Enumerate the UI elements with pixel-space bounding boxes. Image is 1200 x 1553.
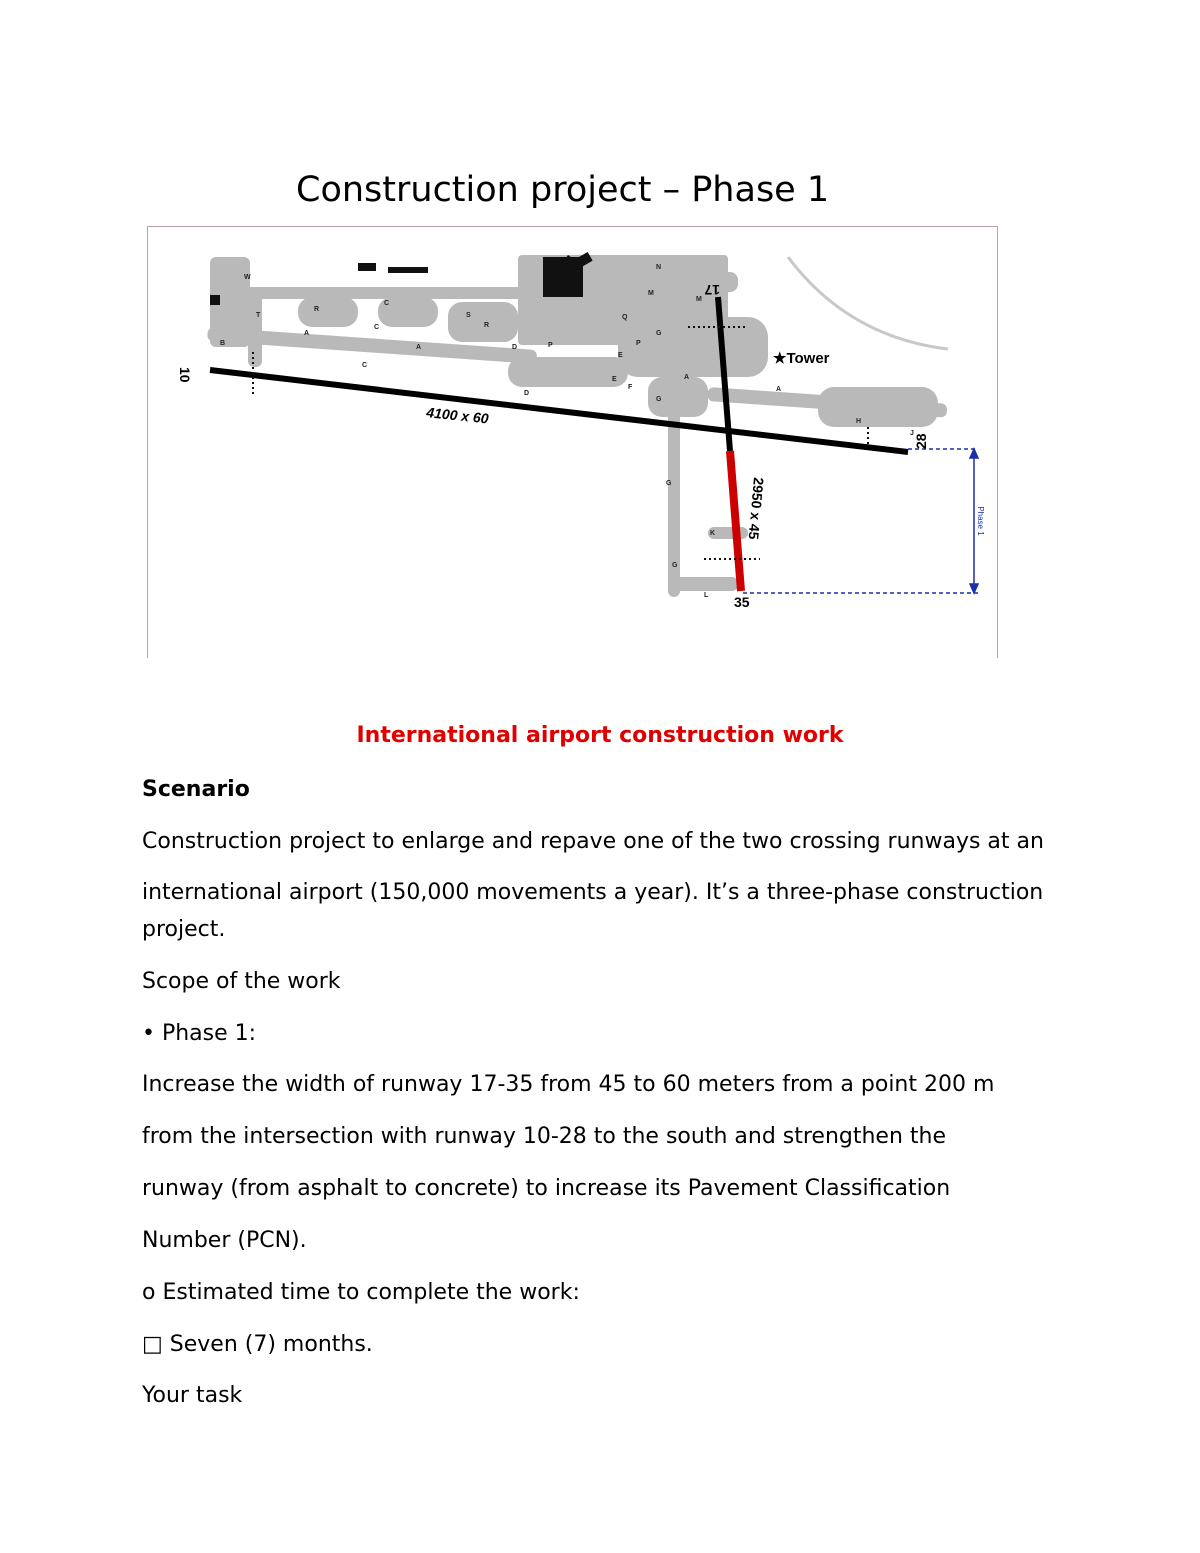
runway-main-dimensions: 4100 x 60 bbox=[425, 404, 490, 427]
svg-text:A: A bbox=[416, 344, 422, 351]
paragraph-line: runway (from asphalt to concrete) to increase its Pavement Classification bbox=[142, 1176, 951, 1201]
svg-text:C: C bbox=[374, 324, 380, 331]
svg-text:W: W bbox=[244, 274, 251, 281]
svg-text:S: S bbox=[466, 312, 471, 319]
svg-text:M: M bbox=[648, 290, 654, 297]
document-heading: International airport construction work bbox=[356, 723, 844, 748]
svg-text:F: F bbox=[628, 384, 633, 391]
svg-text:G: G bbox=[656, 396, 662, 403]
svg-text:B: B bbox=[220, 340, 226, 347]
section-heading: Your task bbox=[142, 1383, 243, 1408]
svg-text:G: G bbox=[666, 480, 672, 487]
scenario-heading: Scenario bbox=[142, 777, 250, 802]
tower-label: ★Tower bbox=[773, 350, 830, 367]
svg-text:E: E bbox=[618, 352, 623, 359]
paragraph-line: project. bbox=[142, 917, 226, 942]
sub-bullet-item: o Estimated time to complete the work: bbox=[142, 1280, 580, 1305]
svg-text:P: P bbox=[636, 340, 641, 347]
svg-text:D: D bbox=[524, 390, 530, 397]
svg-text:C: C bbox=[384, 300, 390, 307]
sub-sub-bullet-item: □ Seven (7) months. bbox=[142, 1332, 373, 1357]
svg-text:R: R bbox=[314, 306, 320, 313]
section-heading: Scope of the work bbox=[142, 969, 341, 994]
svg-text:D: D bbox=[512, 344, 518, 351]
airport-diagram-frame bbox=[147, 226, 998, 658]
svg-text:E: E bbox=[612, 376, 617, 383]
airport-diagram bbox=[148, 227, 997, 658]
svg-text:N: N bbox=[656, 264, 662, 271]
bullet-item: • Phase 1: bbox=[142, 1021, 257, 1046]
svg-text:P: P bbox=[548, 342, 553, 349]
svg-text:H: H bbox=[856, 418, 862, 425]
svg-text:A: A bbox=[304, 330, 310, 337]
runway-end-10-label: 10 bbox=[177, 367, 193, 383]
svg-text:T: T bbox=[256, 312, 261, 319]
runway-end-28-label: 28 bbox=[913, 433, 929, 449]
runway-end-17-label: 17 bbox=[704, 282, 720, 298]
svg-text:C: C bbox=[362, 362, 368, 369]
paragraph-line: Number (PCN). bbox=[142, 1228, 307, 1253]
svg-text:G: G bbox=[672, 562, 678, 569]
paragraph-line: from the intersection with runway 10-28 to the south and strengthen the bbox=[142, 1124, 947, 1149]
paragraph-line: international airport (150,000 movements a year). It’s a three-phase construction bbox=[142, 880, 1044, 905]
paragraph-line: Increase the width of runway 17-35 from 45 to 60 meters from a point 200 m bbox=[142, 1072, 995, 1097]
runway-end-35-label: 35 bbox=[734, 594, 750, 610]
phase-label: Phase 1 bbox=[976, 506, 985, 536]
page-title: Construction project – Phase 1 bbox=[296, 170, 830, 210]
svg-text:Q: Q bbox=[622, 314, 628, 321]
paragraph-line: Construction project to enlarge and repave one of the two crossing runways at an bbox=[142, 829, 1044, 854]
svg-text:A: A bbox=[776, 386, 782, 393]
runway-17-35-phase-section bbox=[730, 451, 741, 591]
svg-text:L: L bbox=[704, 592, 709, 599]
svg-text:M: M bbox=[696, 296, 702, 303]
svg-text:G: G bbox=[656, 330, 662, 337]
svg-text:K: K bbox=[710, 530, 716, 537]
phase-bracket bbox=[743, 449, 978, 593]
svg-text:R: R bbox=[484, 322, 490, 329]
runway-cross-dimensions: 2950 x 45 bbox=[745, 476, 767, 541]
svg-text:J: J bbox=[910, 430, 914, 437]
svg-text:A: A bbox=[684, 374, 690, 381]
service-road bbox=[788, 257, 948, 349]
